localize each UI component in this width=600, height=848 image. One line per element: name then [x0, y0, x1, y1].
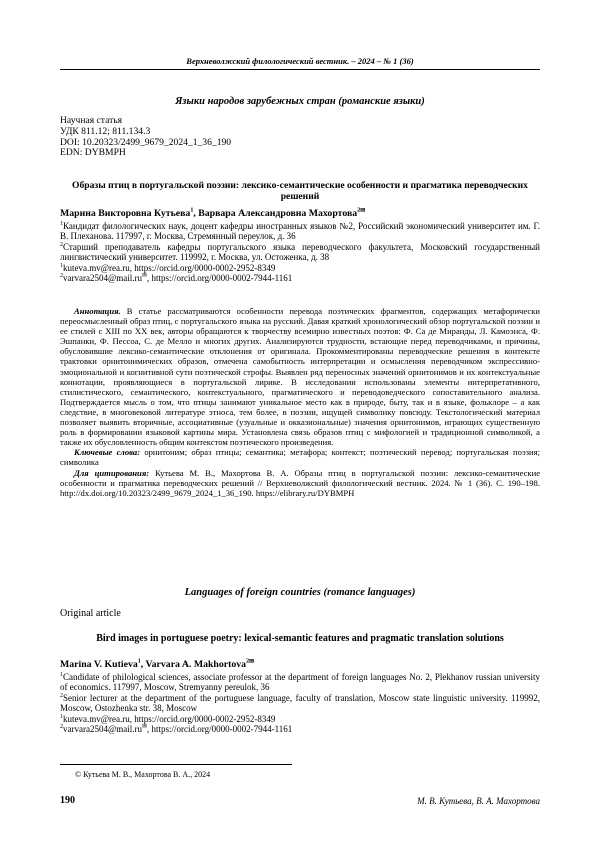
article-type-ru: Научная статья	[60, 115, 123, 126]
affiliation-2-en: Senior lecturer at the department of the portuguese language, faculty of translation, Moscow state linguistic university. 119992, Moscow, Ostozhenka str. 38, Moscow	[60, 692, 540, 714]
doi: DOI: 10.20323/2499_9679_2024_1_36_190	[60, 136, 232, 148]
author-2-ru: Варвара Александровна Махортова	[198, 208, 358, 219]
affiliation-2-ru: Старший преподаватель кафедры португальского языка переводческого факультета, Московский государственный лингвистический университет. 119992, г. Москва, ул. Остоженка, д. 38	[60, 241, 540, 263]
abstract-ru	[60, 306, 540, 498]
keywords-text-ru: орнитоним; образ птицы; семантика; метафора; контекст; поэтический перевод; португальская поэзия; символика	[60, 447, 541, 468]
article-meta-ru	[60, 116, 540, 159]
authors-ru: Марина Викторовна Кутьева$^1$, Варвара Александровна Махортова$^2$✉	[60, 207, 366, 219]
author-2-sup: 2	[357, 207, 361, 214]
footer-authors: М. В. Кутьева, В. А. Махортова	[417, 796, 540, 806]
section-title-ru: Языки народов зарубежных стран (романские языки)	[175, 96, 425, 107]
author-1-sup: 1	[190, 207, 194, 214]
article-title-ru: Образы птиц в португальской поэзии: лексико-семантические особенности и прагматика переводческих решений	[72, 180, 528, 202]
keywords-label-ru: Ключевые слова:	[74, 447, 141, 458]
affiliation-1-en: Candidate of philological sciences, associate professor at the department of foreign languages No. 2, Plekhanov russian university of economics. 117997, Moscow, Stremyanny pereulok, 36	[60, 672, 540, 693]
running-head: Верхневолжский филологический вестник. – 2024 – № 1 (36)	[186, 56, 414, 66]
article-type-en: Original article	[60, 608, 121, 619]
citation-label-ru: Для цитирования:	[74, 467, 150, 478]
copyright: © Кутьева М. В., Махортова В. А., 2024	[75, 770, 211, 779]
author-1-en: Marina V. Kutieva	[60, 659, 138, 670]
contact-2-orcid-ru[interactable]: , https://orcid.org/0000-0002-7944-1161	[147, 273, 293, 284]
contact-1-en[interactable]: kuteva.mv@rea.ru, https://orcid.org/0000-0002-2952-8349	[63, 713, 276, 724]
citation-text-ru[interactable]: Кутьева М. В., Махортова В. А. Образы птиц в португальской поэзии: лексико-семантические особенности и прагматика переводческих решений // Верхневолжский филологический вестник. 2024. № 1 (36). С. 190–198. http://dx.doi.org/10.20323/2499_9679_2024_1_36_190. https://elibrary.ru/DYBMPH	[60, 467, 541, 498]
affiliations-ru: $^1$Кандидат филологических наук, доцент кафедры иностранных языков №2, Российский экономический университет им. Г. В. Плеханова. 117997, г. Москва, Стремянный переулок, д. 36 $^2$Старший преподаватель кафедры португальского языка переводческого факультета, Московский государственный лингвистический университет. 119992, г. Москва, ул. Остоженка, д. 38 $^1$kuteva.mv@rea.ru, https://orcid.org/0000-0002-2952-8349 $^2$varvara2504@mail.ru✉, https://orcid.org/0000-0002-7944-1161	[60, 221, 540, 284]
author-2-en: Varvara A. Makhortova	[145, 659, 247, 670]
footnote-rule	[60, 764, 292, 765]
affiliation-1-ru: Кандидат филологических наук, доцент кафедры иностранных языков №2, Российский экономический университет им. Г. В. Плеханова. 117997, г. Москва, Стремянный переулок, д. 36	[60, 221, 540, 242]
page-number: 190	[60, 795, 75, 806]
contact-2-email-ru[interactable]: varvara2504@mail.ru	[63, 273, 143, 284]
section-title-en: Languages of foreign countries (romance languages)	[184, 587, 416, 598]
edn: EDN: DYBMPH	[60, 147, 126, 159]
contact-2-email-en[interactable]: varvara2504@mail.ru	[63, 724, 143, 735]
running-head-rule	[60, 69, 540, 70]
contact-1-ru[interactable]: kuteva.mv@rea.ru, https://orcid.org/0000-0002-2952-8349	[63, 262, 276, 273]
contact-2-orcid-en[interactable]: , https://orcid.org/0000-0002-7944-1161	[147, 724, 293, 735]
article-title-en: Bird images in portuguese poetry: lexical-semantic features and pragmatic translation solutions	[96, 633, 504, 644]
udk: УДК 811.12; 811.134.3	[60, 125, 151, 137]
affiliations-en: $^1$Candidate of philological sciences, associate professor at the department of foreign languages No. 2, Plekhanov russian university of economics. 117997, Moscow, Stremyanny pereulok, 36 $^2$Senior lecturer at the department of the portuguese language, faculty of translation, Moscow state linguistic university. 119992, Moscow, Ostozhenka str. 38, Moscow $^1$kuteva.mv@rea.ru, https://orcid.org/0000-0002-2952-8349 $^2$varvara2504@mail.ru✉, https://orcid.org/0000-0002-7944-1161	[60, 672, 540, 735]
authors-en: Marina V. Kutieva$^1$, Varvara A. Makhortova$^2$✉	[60, 658, 255, 670]
abstract-label-ru: Аннотация.	[74, 306, 121, 316]
author-1-ru: Марина Викторовна Кутьева	[60, 208, 191, 219]
abstract-text-ru: В статье рассматриваются особенности перевода поэтических фрагментов, содержащих метафорически переосмысленный образ птиц, с португальского языка на русский. Давая краткий хронологический обзор португальской поэзии и ее стилей с XIII по XX век, авторы обращаются к творчеству всемирно известных поэтов: Ф. Са де Миранды, Л. Камоэнса, Ф. Эшпанки, Ф. Пессоа, С. де Мелло и многих других. Анализируются трудности, встающие перед переводчиками, и причины, обусловившие лексико-семантические отклонения от оригинала. Прокомментированы переводческие решения в контексте трактовки орнитонимических образов, отмечена самобытность интерпретации и осмысления переводчиком экспрессивно-эмоциональной и когнитивной сути поэтической строфы. Выявлен ряд переносных значений орнитонимов и их контекстуальные коннотации, проявляющиеся в португальской лирике. В исследовании использованы элементы интерпретативного, стилистического, семантического, контекстуального, прагматического и переводоведческого сопоставительного анализа. Подтверждается мысль о том, что птицы занимают уникальное место как в природе, быту, так и в языке, фольклоре – а как следствие, в многовековой литературе этноса, тем более, в поэзии, ищущей символику повсюду. Текстологический материал позволяет выявить вторичные, ассоциативные (узуальные и окказиональные) значения орнитонимов, играющих существенную роль в формировании языковой картины мира. Установлена связь образов птиц с мифологией и традиционной символикой, а также их обусловленность общим контекстом поэтического произведения.	[60, 306, 541, 448]
